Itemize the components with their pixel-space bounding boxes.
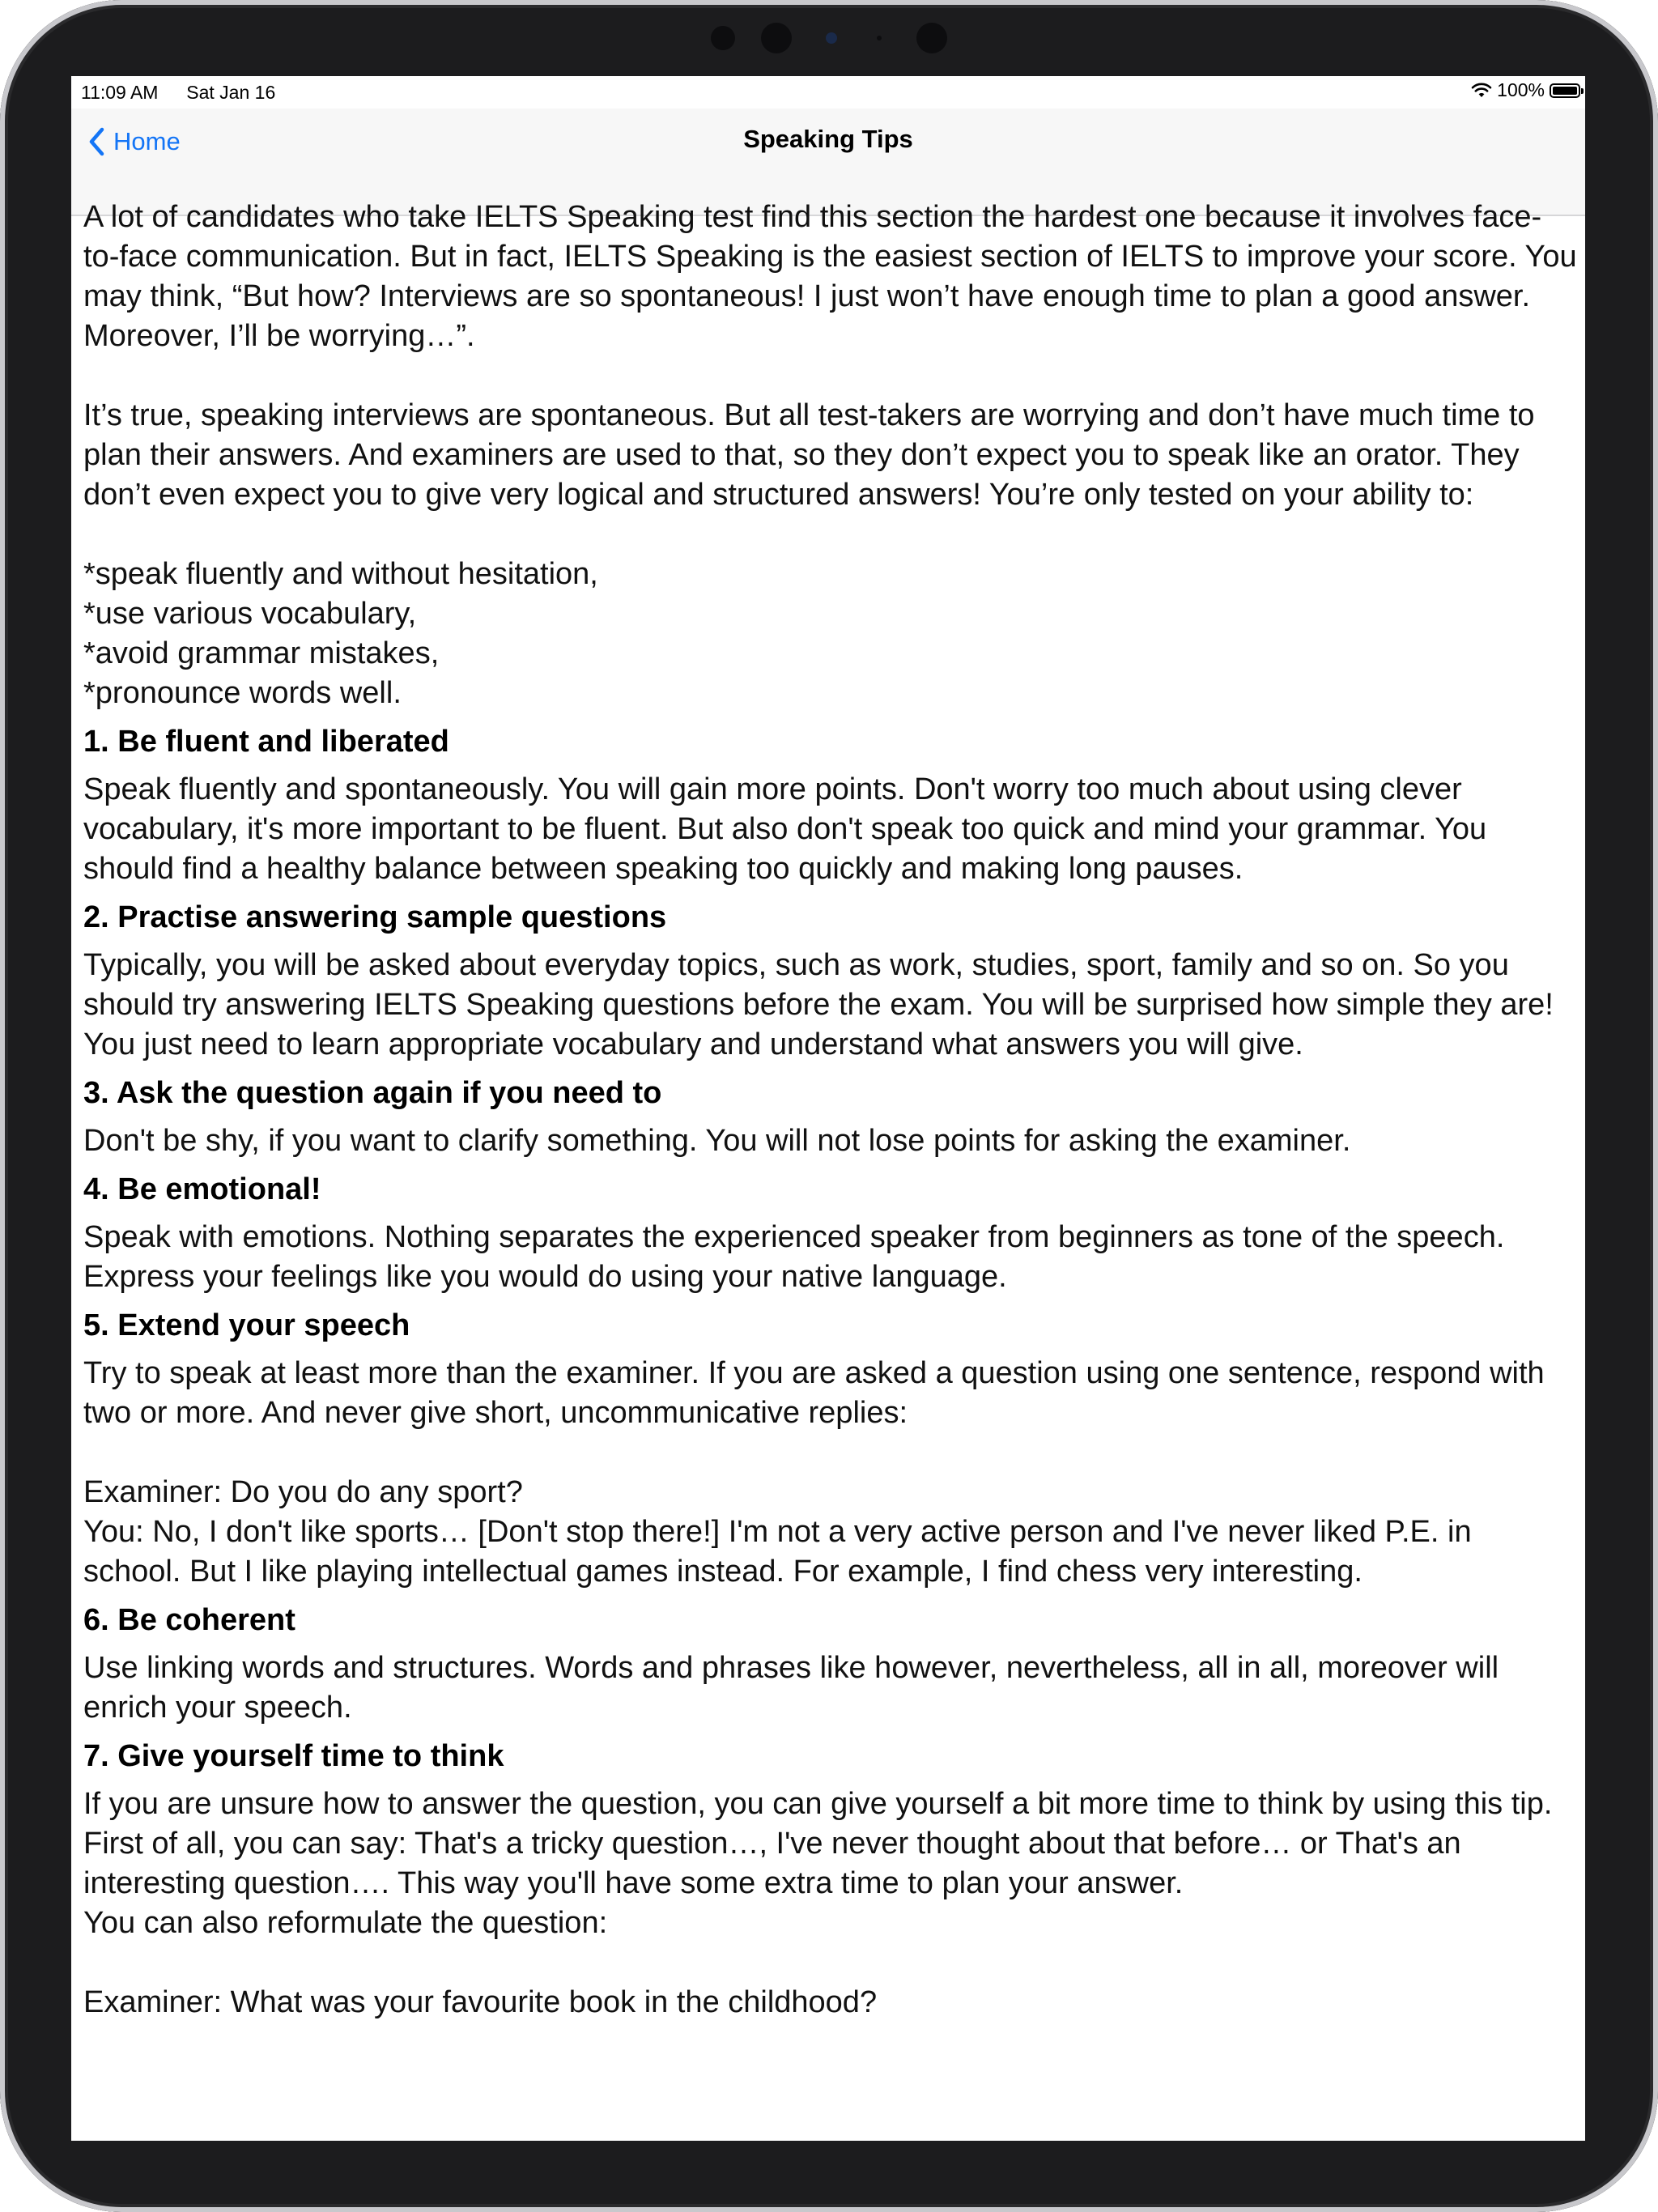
section-body: Speak fluently and spontaneously. You will gain more points. Don't worry too much about using clever vocabulary, it's more important to be fluent. But also don't speak too quick and mind your grammar. You should find a healthy balance between speaking too quickly and making long pauses. xyxy=(83,772,1487,886)
page-title: Speaking Tips xyxy=(743,125,913,153)
battery-icon xyxy=(1550,83,1580,98)
section-body: Try to speak at least more than the examiner. If you are asked a question using one sentence, respond with two or more. And never give short, uncommunicative replies: Examiner: Do you do any sport? You: No, I don't like sports… [Don't stop there!] I'm not a very active person and I've never liked P.E. in school. But I like playing intellectual games instead. For example, I find chess very interesting. xyxy=(83,1356,1545,1589)
top-button xyxy=(1469,0,1518,4)
front-camera xyxy=(826,32,837,44)
section-body: If you are unsure how to answer the question, you can give yourself a bit more time to think by using this tip. First of all, you can say: That's a tricky question…, I've never thought about that before… or That's an interesting question…. This way you'll have some extra time to plan your answer. You can also reformulate the question: Examiner: What was your favourite book in the childhood? xyxy=(83,1787,1553,2019)
article-content[interactable] xyxy=(83,198,1577,2023)
camera-lens xyxy=(916,23,947,53)
wifi-icon xyxy=(1471,83,1492,99)
status-date: Sat Jan 16 xyxy=(186,82,276,103)
status-clock: 11:09 AM xyxy=(81,82,159,103)
section-body: Use linking words and structures. Words and phrases like however, nevertheless, all in all, moreover will enrich your speech. xyxy=(83,1651,1499,1725)
status-right xyxy=(1471,79,1580,101)
volume-up-button xyxy=(1654,162,1658,219)
sensor-dot xyxy=(711,26,735,50)
section-heading: 5. Extend your speech xyxy=(83,1308,410,1342)
status-bar xyxy=(71,76,1585,108)
camera-lens xyxy=(761,23,792,53)
section-body: Typically, you will be asked about everyday topics, such as work, studies, sport, family and so on. So you should try answering IELTS Speaking questions before the exam. You will be surprised how simple they are! You just need to learn appropriate vocabulary and understand what answers you will give. xyxy=(83,948,1554,1061)
section-body: Don't be shy, if you want to clarify something. You will not lose points for asking the examiner. xyxy=(83,1124,1351,1158)
sensor-dot xyxy=(877,36,882,40)
section-heading: 7. Give yourself time to think xyxy=(83,1739,504,1773)
section-heading: 4. Be emotional! xyxy=(83,1172,321,1206)
section-heading: 6. Be coherent xyxy=(83,1603,295,1637)
volume-down-button xyxy=(1654,251,1658,308)
status-time xyxy=(81,82,275,104)
section-heading: 2. Practise answering sample questions xyxy=(83,900,667,934)
intro-text: A lot of candidates who take IELTS Speaking test find this section the hardest one because it involves face-to-face communication. But in fact, IELTS Speaking is the easiest section of IELTS to improve your score. You may think, “But how? Interviews are so spontaneous! I just won’t have enough time to plan a good answer. Moreover, I’ll be worrying…”. It’s true, speaking interviews are spontaneous. But all test-takers are worrying and don’t have much time to plan their answers. And examiners are used to that, so they don’t expect you to speak like an orator. They don’t even expect you to give very logical and structured answers! You’re only tested on your ability to: *speak fluently and without hesitation, *use various vocabulary, *avoid grammar mistakes, *pronounce words well. xyxy=(83,200,1577,710)
section-heading: 3. Ask the question again if you need to xyxy=(83,1076,662,1110)
battery-percent: 100% xyxy=(1497,79,1545,100)
back-label: Home xyxy=(113,127,181,155)
section-body: Speak with emotions. Nothing separates the experienced speaker from beginners as tone of the speech. Express your feelings like you would do using your native language. xyxy=(83,1220,1505,1294)
section-heading: 1. Be fluent and liberated xyxy=(83,725,449,759)
screen xyxy=(71,76,1585,2141)
